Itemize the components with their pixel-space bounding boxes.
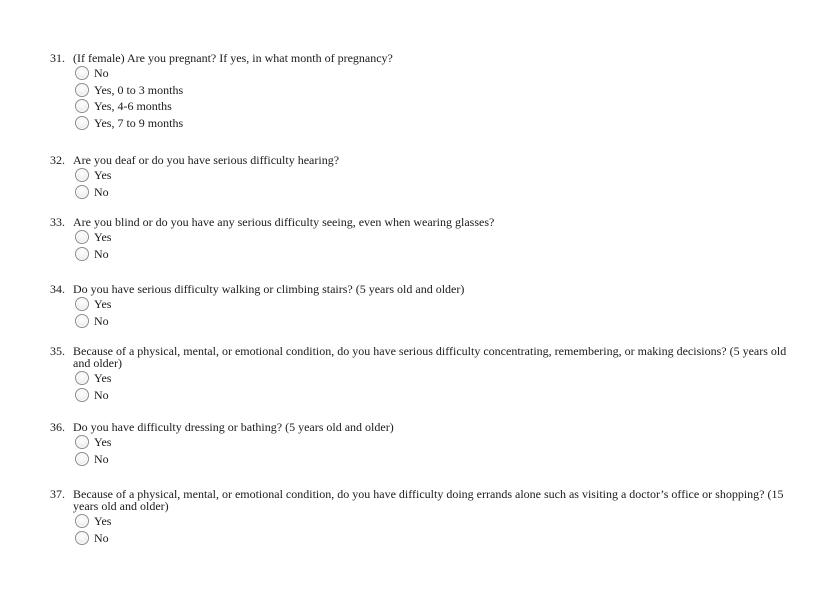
question-number: 32. (50, 153, 65, 167)
radio-button[interactable] (75, 314, 89, 328)
radio-label[interactable]: Yes (94, 168, 112, 182)
radio-label[interactable]: No (94, 530, 109, 545)
question-number: 36. (50, 420, 65, 434)
question-33 (50, 216, 790, 262)
radio-button[interactable] (75, 514, 89, 528)
question-text: Are you blind or do you have any serious difficulty seeing, even when wearing glasses? (73, 215, 495, 229)
radio-option[interactable] (75, 370, 790, 387)
question-header (50, 345, 790, 369)
radio-option[interactable] (75, 513, 790, 530)
radio-option[interactable] (75, 530, 790, 547)
radio-option[interactable] (75, 434, 790, 451)
question-number: 37. (50, 487, 65, 501)
question-header (50, 216, 790, 228)
radio-label[interactable]: Yes (94, 297, 112, 311)
question-number: 33. (50, 215, 65, 229)
radio-label[interactable]: Yes (94, 230, 112, 244)
radio-button[interactable] (75, 66, 89, 80)
question-text: Do you have serious difficulty walking or climbing stairs? (5 years old and older) (73, 282, 465, 296)
radio-group (75, 65, 790, 131)
question-35 (50, 345, 790, 403)
radio-label[interactable]: No (94, 184, 109, 199)
radio-group (75, 296, 790, 329)
question-header (50, 154, 790, 166)
radio-button[interactable] (75, 247, 89, 261)
radio-button[interactable] (75, 230, 89, 244)
question-header (50, 421, 790, 433)
question-number: 35. (50, 344, 65, 358)
radio-group (75, 370, 790, 403)
question-text: Do you have difficulty dressing or bathing? (5 years old and older) (73, 420, 394, 434)
radio-button[interactable] (75, 185, 89, 199)
question-text: Because of a physical, mental, or emotional condition, do you have difficulty doing errands alone such as visiting a doctor’s office or shopping? (15 years old and older) (73, 487, 784, 513)
radio-button[interactable] (75, 388, 89, 402)
radio-group (75, 513, 790, 546)
radio-option[interactable] (75, 313, 790, 330)
radio-option[interactable] (75, 246, 790, 263)
radio-label[interactable]: Yes, 0 to 3 months (94, 82, 184, 97)
radio-option[interactable] (75, 82, 790, 99)
radio-button[interactable] (75, 99, 89, 113)
radio-label[interactable]: No (94, 66, 109, 80)
radio-label[interactable]: No (94, 387, 109, 402)
radio-label[interactable]: No (94, 451, 109, 466)
radio-group (75, 229, 790, 262)
radio-button[interactable] (75, 116, 89, 130)
question-header (50, 488, 790, 512)
radio-button[interactable] (75, 168, 89, 182)
radio-option[interactable] (75, 229, 790, 246)
question-text: (If female) Are you pregnant? If yes, in what month of pregnancy? (73, 51, 393, 65)
radio-button[interactable] (75, 435, 89, 449)
question-text: Are you deaf or do you have serious difficulty hearing? (73, 153, 340, 167)
radio-option[interactable] (75, 98, 790, 115)
radio-option[interactable] (75, 387, 790, 404)
radio-option[interactable] (75, 296, 790, 313)
radio-option[interactable] (75, 451, 790, 468)
radio-button[interactable] (75, 297, 89, 311)
radio-label[interactable]: No (94, 313, 109, 328)
radio-label[interactable]: Yes (94, 514, 112, 528)
question-header (50, 52, 790, 64)
radio-button[interactable] (75, 531, 89, 545)
question-31 (50, 52, 790, 131)
radio-option[interactable] (75, 115, 790, 132)
radio-label[interactable]: Yes, 7 to 9 months (94, 115, 184, 130)
radio-option[interactable] (75, 167, 790, 184)
question-32 (50, 154, 790, 200)
question-number: 34. (50, 282, 65, 296)
radio-option[interactable] (75, 65, 790, 82)
radio-label[interactable]: Yes (94, 371, 112, 385)
question-text: Because of a physical, mental, or emotional condition, do you have serious difficulty concentrating, remembering, or making decisions? (5 years old and older) (73, 344, 787, 370)
question-number: 31. (50, 51, 65, 65)
radio-button[interactable] (75, 452, 89, 466)
radio-label[interactable]: No (94, 246, 109, 261)
question-header (50, 283, 790, 295)
radio-group (75, 167, 790, 200)
radio-label[interactable]: Yes (94, 435, 112, 449)
question-37 (50, 488, 790, 546)
radio-option[interactable] (75, 184, 790, 201)
radio-button[interactable] (75, 83, 89, 97)
radio-label[interactable]: Yes, 4-6 months (94, 99, 172, 114)
question-34 (50, 283, 790, 329)
question-36 (50, 421, 790, 467)
radio-group (75, 434, 790, 467)
radio-button[interactable] (75, 371, 89, 385)
